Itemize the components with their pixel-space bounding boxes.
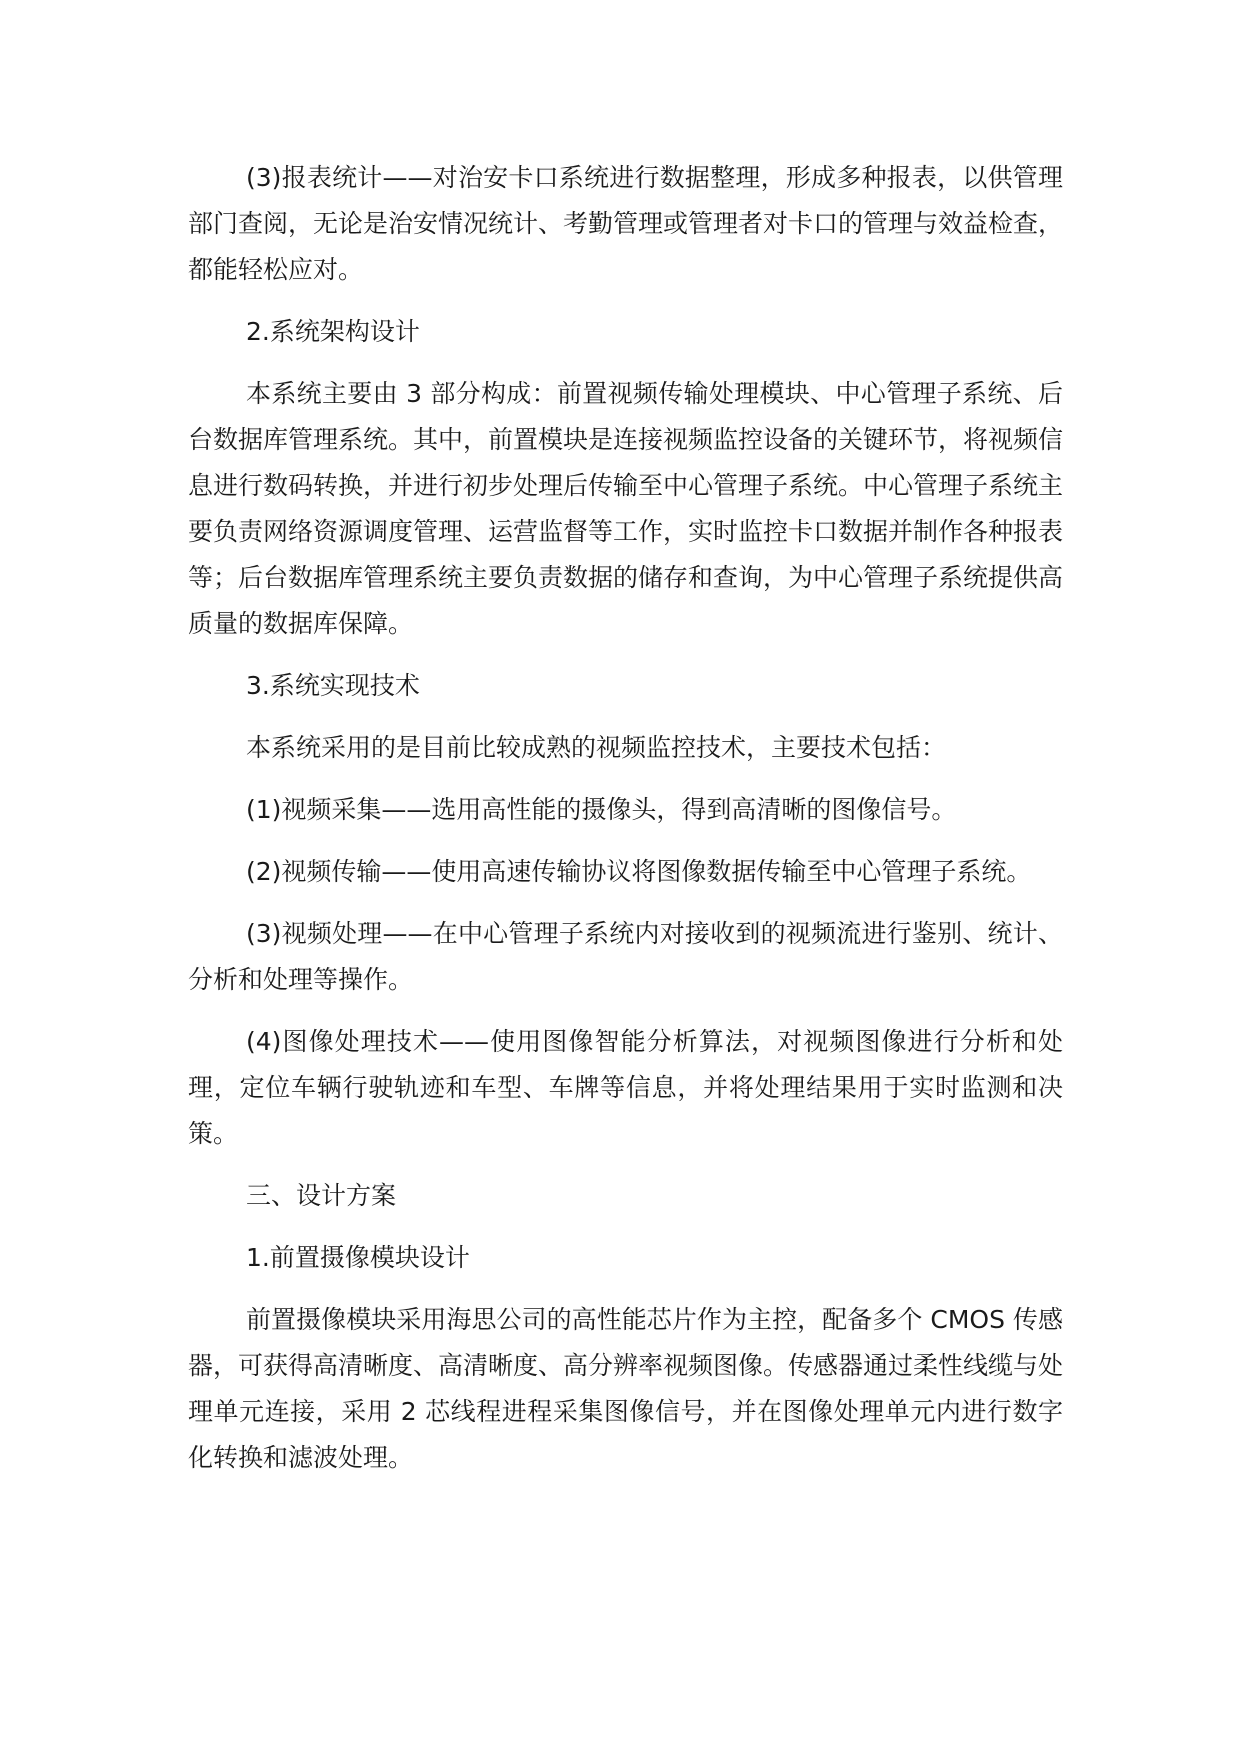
paragraph-camera-module: 前置摄像模块采用海思公司的高性能芯片作为主控，配备多个 CMOS 传感器，可获得高清晰度、高清晰度、高分辨率视频图像。传感器通过柔性线缆与处理单元连接，采用 2 芯线程进程采集图像信号，并在图像处理单元内进行数字化转换和滤波处理。 bbox=[188, 1305, 1064, 1472]
section-heading-camera-module: 1.前置摄像模块设计 bbox=[246, 1243, 470, 1272]
list-item-video-capture: (1)视频采集——选用高性能的摄像头，得到高清晰的图像信号。 bbox=[246, 795, 957, 824]
paragraph-technology-intro: 本系统采用的是目前比较成熟的视频监控技术，主要技术包括： bbox=[246, 733, 947, 762]
paragraph-architecture: 本系统主要由 3 部分构成：前置视频传输处理模块、中心管理子系统、后台数据库管理系统。其中，前置模块是连接视频监控设备的关键环节，将视频信息进行数码转换，并进行初步处理后传输至中心管理子系统。中心管理子系统主要负责网络资源调度管理、运营监督等工作，实时监控卡口数据并制作各种报表等；后台数据库管理系统主要负责数据的储存和查询，为中心管理子系统提供高质量的数据库保障。 bbox=[188, 379, 1064, 638]
list-item-video-transmission: (2)视频传输——使用高速传输协议将图像数据传输至中心管理子系统。 bbox=[246, 857, 1032, 886]
section-heading-technology: 3.系统实现技术 bbox=[246, 671, 420, 700]
list-item-video-processing: (3)视频处理——在中心管理子系统内对接收到的视频流进行鉴别、统计、分析和处理等操作。 bbox=[188, 919, 1063, 994]
list-item-image-processing: (4)图像处理技术——使用图像智能分析算法，对视频图像进行分析和处理，定位车辆行驶轨迹和车型、车牌等信息，并将处理结果用于实时监测和决策。 bbox=[188, 1027, 1063, 1148]
paragraph-report-statistics: (3)报表统计——对治安卡口系统进行数据整理，形成多种报表，以供管理部门查阅，无论是治安情况统计、考勤管理或管理者对卡口的管理与效益检查，都能轻松应对。 bbox=[188, 163, 1064, 284]
chapter-heading-design: 三、设计方案 bbox=[246, 1181, 397, 1210]
section-heading-architecture: 2.系统架构设计 bbox=[246, 317, 420, 346]
document-page bbox=[188, 155, 1063, 1497]
